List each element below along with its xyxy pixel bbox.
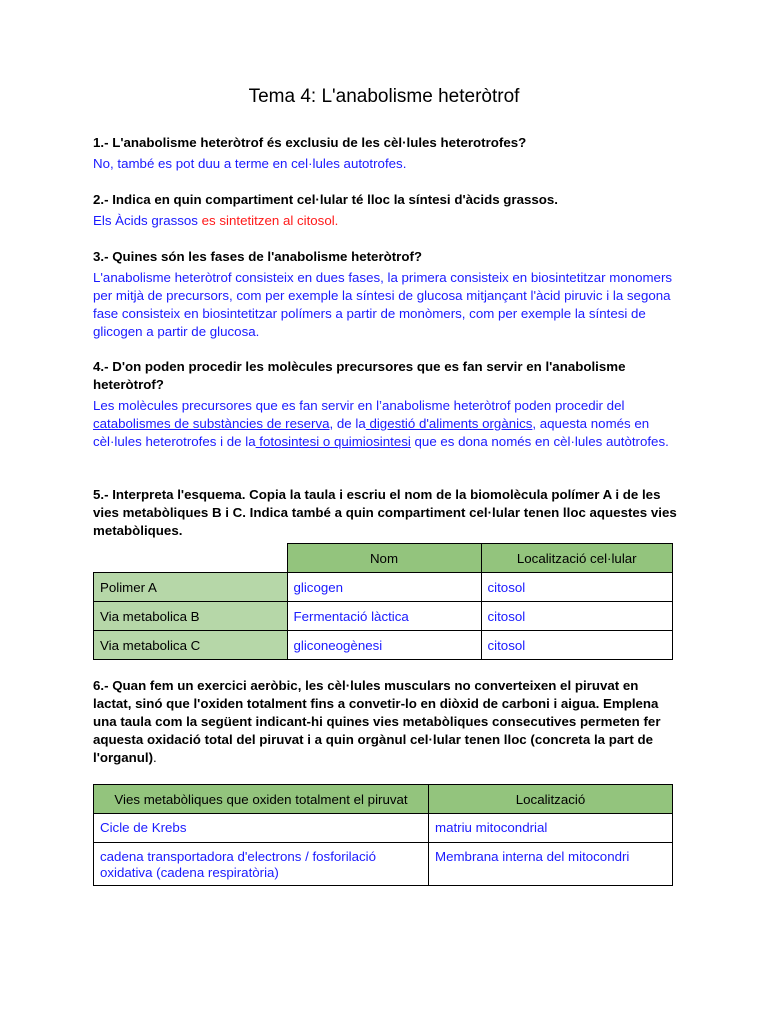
answer-4-text-3: , aquesta només en cèl·lules heterotrofes i de la <box>93 416 650 449</box>
page-title: Tema 4: L'anabolisme heteròtrof <box>248 86 520 107</box>
answer-2 <box>93 212 678 230</box>
answer-4 <box>93 397 678 451</box>
cell-name: glicogen <box>287 573 481 602</box>
answer-2-text: Els Àcids grassos <box>93 213 202 228</box>
answer-4-text-1: Les molècules precursores que es fan servir en l’anabolisme heteròtrof poden procedir del <box>93 398 625 413</box>
row-label: Via metabolica B <box>94 602 288 631</box>
header-location: Localització <box>429 785 673 814</box>
cell-location: citosol <box>481 602 673 631</box>
table-pyruvate-oxidation <box>93 784 673 886</box>
cell-name: gliconeogènesi <box>287 631 481 660</box>
cell-location: Membrana interna del mitocondri <box>429 843 673 886</box>
cell-location: citosol <box>481 573 673 602</box>
table-row <box>94 843 673 886</box>
question-5: 5.- Interpreta l'esquema. Copia la taula i escriu el nom de la biomolècula polímer A i de les vies metabòliques B i C. Indica també a quin compartiment cel·lular tenen lloc aquestes vies metabòliques. <box>93 487 677 538</box>
answer-4-text-4: que es dona només en cèl·lules autòtrofes. <box>410 434 669 449</box>
table-biomolecules <box>93 543 673 660</box>
table-row <box>94 573 673 602</box>
table-header-row <box>94 785 673 814</box>
table-header-row <box>94 544 673 573</box>
cell-name: Fermentació làctica <box>287 602 481 631</box>
question-6-text: 6.- Quan fem un exercici aeròbic, les cèl·lules musculars no converteixen el piruvat en lactat, sinó que l'oxiden totalment fins a convetir-lo en diòxid de carboni i aigua. Emplena una taula com la següent indicant-hi quines vies metabòliques consecutives permeten fer aquesta oxidació total del piruvat i a quin orgànul cel·lular tenen lloc (concreta la part de l'organul) <box>93 678 661 765</box>
answer-1: No, també es pot duu a terme en cel·lules autotrofes. <box>93 156 407 171</box>
table-row <box>94 602 673 631</box>
table-row <box>94 631 673 660</box>
cell-pathway: Cicle de Krebs <box>94 814 429 843</box>
header-nom: Nom <box>287 544 481 573</box>
cell-location: matriu mitocondrial <box>429 814 673 843</box>
table-corner-cell <box>94 544 288 573</box>
cell-location: citosol <box>481 631 673 660</box>
question-1: 1.- L'anabolisme heteròtrof és exclusiu de les cèl·lules heterotrofes? <box>93 135 527 150</box>
question-2: 2.- Indica en quin compartiment cel·lular té lloc la síntesi d'àcids grassos. <box>93 192 558 207</box>
question-3: 3.- Quines són les fases de l'anabolisme heteròtrof? <box>93 249 423 264</box>
cell-pathway: cadena transportadora d'electrons / fosforilació oxidativa (cadena respiratòria) <box>94 843 429 886</box>
question-6-end: . <box>153 750 157 765</box>
question-6 <box>93 677 678 767</box>
question-4: 4.- D'on poden procedir les molècules precursores que es fan servir en l'anabolisme heteròtrof? <box>93 359 626 392</box>
table-row <box>94 814 673 843</box>
answer-4-text-2: , de la <box>329 416 366 431</box>
row-label: Via metabolica C <box>94 631 288 660</box>
answer-3: L'anabolisme heteròtrof consisteix en dues fases, la primera consisteix en biosintetitzar monomers per mitjà de precursors, com per exemple la síntesi de glucosa mitjançant l'àcid piruvic i la segona fase consisteix en biosintetitzar polímers a partir de monòmers, com per exemple la síntesi de glicogen a partir de glucosa. <box>93 270 673 339</box>
answer-4-link-2[interactable]: digestió d'aliments orgànics <box>365 416 533 431</box>
header-pathways: Vies metabòliques que oxiden totalment el piruvat <box>94 785 429 814</box>
row-label: Polimer A <box>94 573 288 602</box>
answer-2-highlight: es sintetitzen al citosol. <box>201 213 339 228</box>
answer-4-link-3[interactable]: fotosintesi o quimiosintesi <box>255 434 411 449</box>
header-localitzacio: Localització cel·lular <box>481 544 673 573</box>
answer-4-link-1[interactable]: catabolismes de substàncies de reserva <box>93 416 330 431</box>
